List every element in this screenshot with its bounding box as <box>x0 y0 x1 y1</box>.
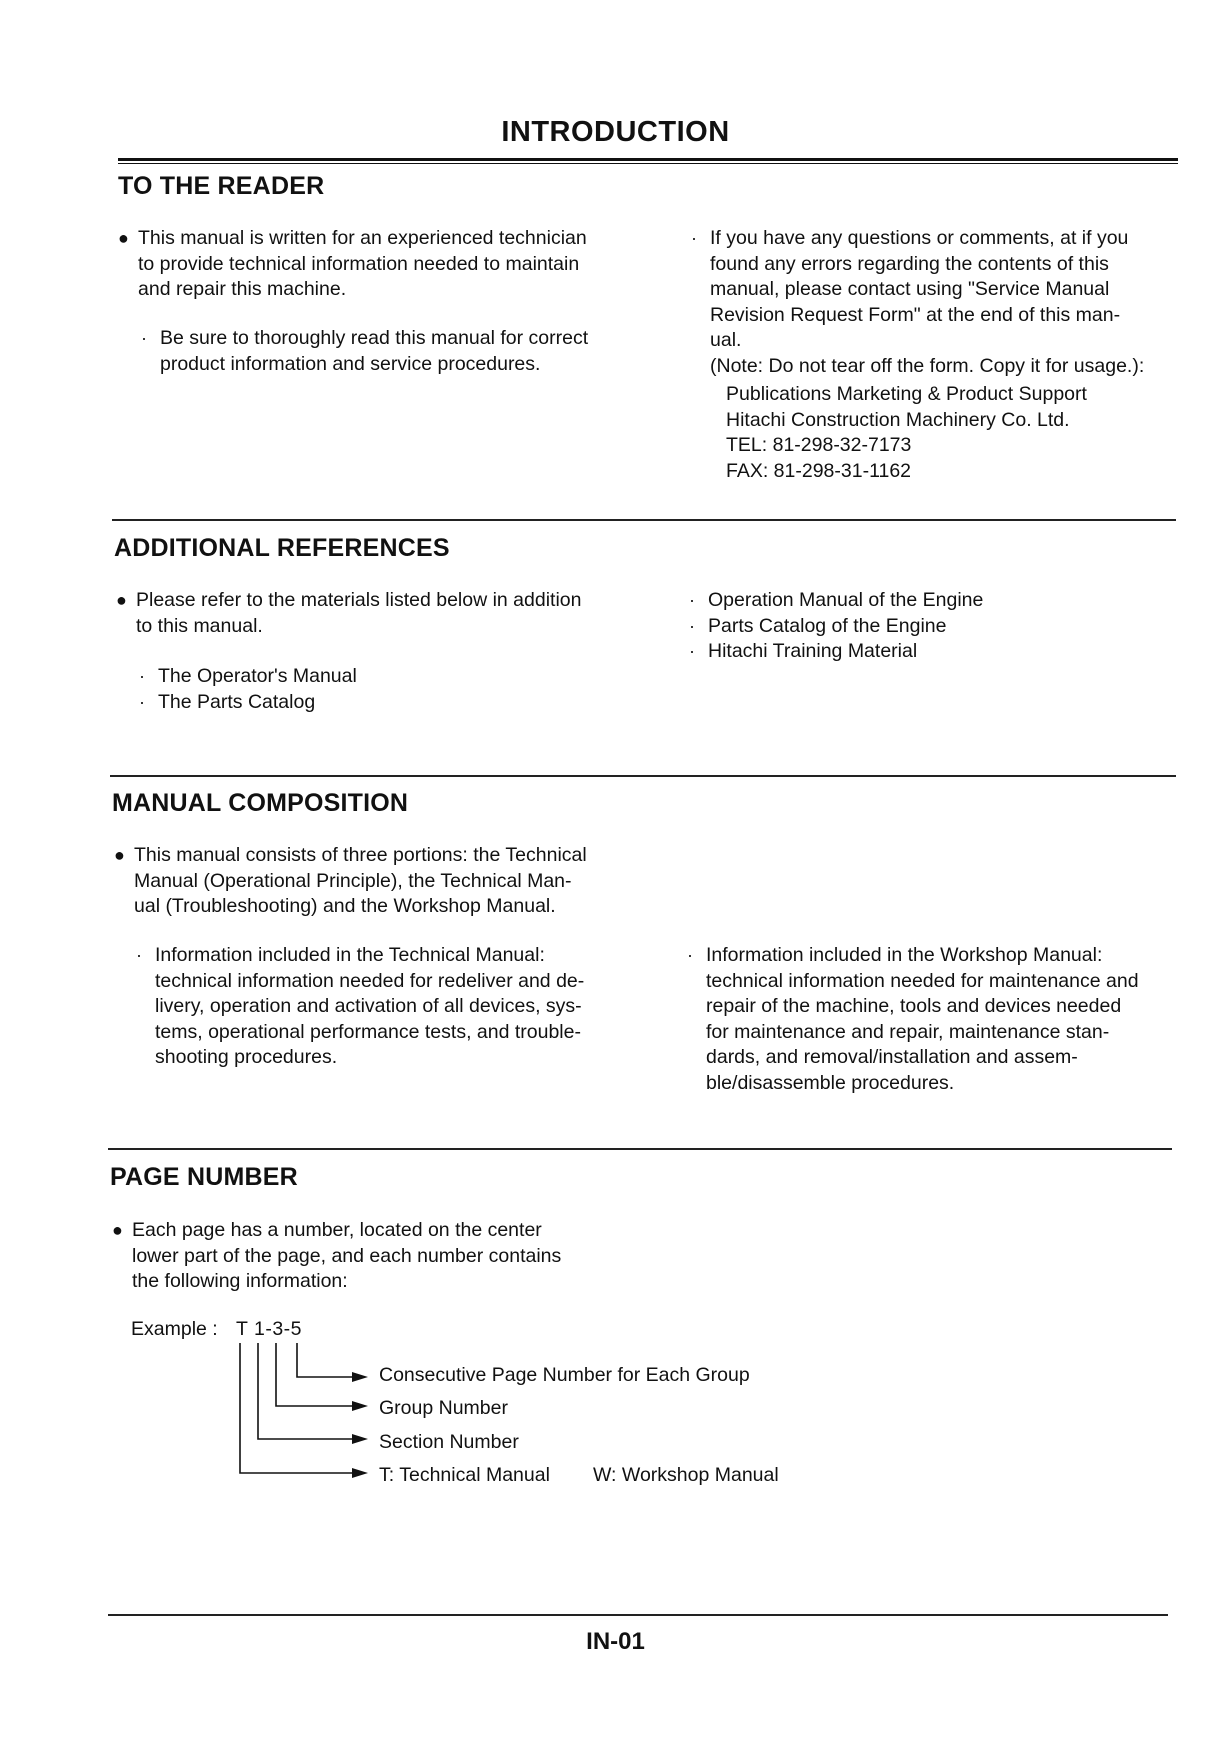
text-line: dards, and removal/installation and assem- <box>706 1046 1078 1068</box>
list-item: · Parts Catalog of the Engine <box>708 614 983 640</box>
legend-consecutive-page: Consecutive Page Number for Each Group <box>379 1364 750 1386</box>
list-item: · Hitachi Training Material <box>708 639 983 665</box>
text-line: technical information needed for redeliver and de- <box>155 969 585 992</box>
bullet-icon: ● <box>118 228 129 248</box>
dot-icon: · <box>139 666 145 686</box>
bullet-icon: ● <box>114 845 125 865</box>
arrow-icon <box>352 1468 368 1478</box>
connector-t <box>240 1343 352 1473</box>
legend-technical-manual: T: Technical Manual <box>379 1464 550 1486</box>
contact-company: Hitachi Construction Machinery Co. Ltd. <box>726 408 1070 431</box>
connector-1 <box>258 1343 352 1439</box>
list-item: · Operation Manual of the Engine <box>708 588 983 614</box>
text-line: Revision Request Form" at the end of this man- <box>710 303 1121 326</box>
note-text: (Note: Do not tear off the form. Copy it for usage.): <box>710 354 1145 377</box>
text-line: livery, operation and activation of all devices, sys- <box>155 995 582 1017</box>
contact-fax: FAX: 81-298-31-1162 <box>726 459 912 482</box>
text-line: Please refer to the materials listed below in addition <box>136 589 582 611</box>
arrow-icon <box>352 1434 368 1444</box>
text-line: the following information: <box>132 1270 348 1292</box>
dot-icon: · <box>141 328 147 348</box>
list-item: · The Operator's Manual <box>158 664 357 690</box>
text-line: to provide technical information needed to maintain <box>138 252 580 275</box>
text-line: tems, operational performance tests, and trouble- <box>155 1020 581 1043</box>
text-line: found any errors regarding the contents of this <box>710 252 1109 275</box>
dot-icon: · <box>691 228 697 248</box>
text-line: Be sure to thoroughly read this manual for correct <box>160 327 589 349</box>
legend-section-number: Section Number <box>379 1431 519 1453</box>
page-title: INTRODUCTION <box>501 116 730 148</box>
text-line: ble/disassemble procedures. <box>706 1071 955 1094</box>
text-line: Information included in the Technical Manual: <box>155 944 545 966</box>
bullet-icon: ● <box>116 590 127 610</box>
dot-icon: · <box>689 590 695 610</box>
section-heading-references: ADDITIONAL REFERENCES <box>114 534 450 562</box>
connector-3 <box>276 1343 352 1406</box>
text-line: lower part of the page, and each number contains <box>132 1244 562 1267</box>
text-line: for maintenance and repair, maintenance stan- <box>706 1020 1110 1043</box>
text-line: If you have any questions or comments, at if you <box>710 227 1129 249</box>
arrowheads <box>352 1372 368 1478</box>
dot-icon: · <box>136 945 142 965</box>
arrow-icon <box>352 1372 368 1382</box>
section-heading-reader: TO THE READER <box>118 172 325 200</box>
text-line: product information and service procedures. <box>160 352 541 375</box>
list-item: · The Parts Catalog <box>158 690 357 716</box>
text-line: and repair this machine. <box>138 278 347 300</box>
text-line: Information included in the Workshop Manual: <box>706 944 1103 966</box>
text-line: repair of the machine, tools and devices needed <box>706 995 1122 1017</box>
text-line: Each page has a number, located on the center <box>132 1219 542 1241</box>
dot-icon: · <box>689 641 695 661</box>
section-heading-composition: MANUAL COMPOSITION <box>112 789 409 817</box>
text-line: ual. <box>710 329 742 351</box>
text-line: technical information needed for maintenance and <box>706 969 1139 992</box>
contact-tel: TEL: 81-298-32-7173 <box>726 434 912 456</box>
legend-workshop-manual: W: Workshop Manual <box>593 1464 779 1486</box>
text-line: ual (Troubleshooting) and the Workshop Manual. <box>134 895 556 917</box>
footer-page-number: IN-01 <box>586 1628 645 1655</box>
bullet-icon: ● <box>112 1220 123 1240</box>
arrow-icon <box>352 1401 368 1411</box>
legend-group-number: Group Number <box>379 1397 508 1419</box>
dot-icon: · <box>689 615 695 636</box>
connector-5 <box>297 1343 352 1377</box>
dot-icon: · <box>687 945 693 965</box>
example-code: T 1-3-5 <box>236 1318 302 1340</box>
text-line: Manual (Operational Principle), the Technical Man- <box>134 869 572 892</box>
text-line: to this manual. <box>136 614 263 637</box>
example-label: Example : <box>131 1318 218 1340</box>
footer-rule <box>108 1614 1168 1616</box>
text-line: This manual consists of three portions: the Technical <box>134 844 587 866</box>
dot-icon: · <box>139 691 145 712</box>
text-line: This manual is written for an experienced technician <box>138 227 587 249</box>
text-line: shooting procedures. <box>155 1046 338 1068</box>
section-heading-page-number: PAGE NUMBER <box>110 1163 298 1191</box>
contact-department: Publications Marketing & Product Support <box>726 383 1087 405</box>
text-line: manual, please contact using "Service Manual <box>710 278 1110 300</box>
